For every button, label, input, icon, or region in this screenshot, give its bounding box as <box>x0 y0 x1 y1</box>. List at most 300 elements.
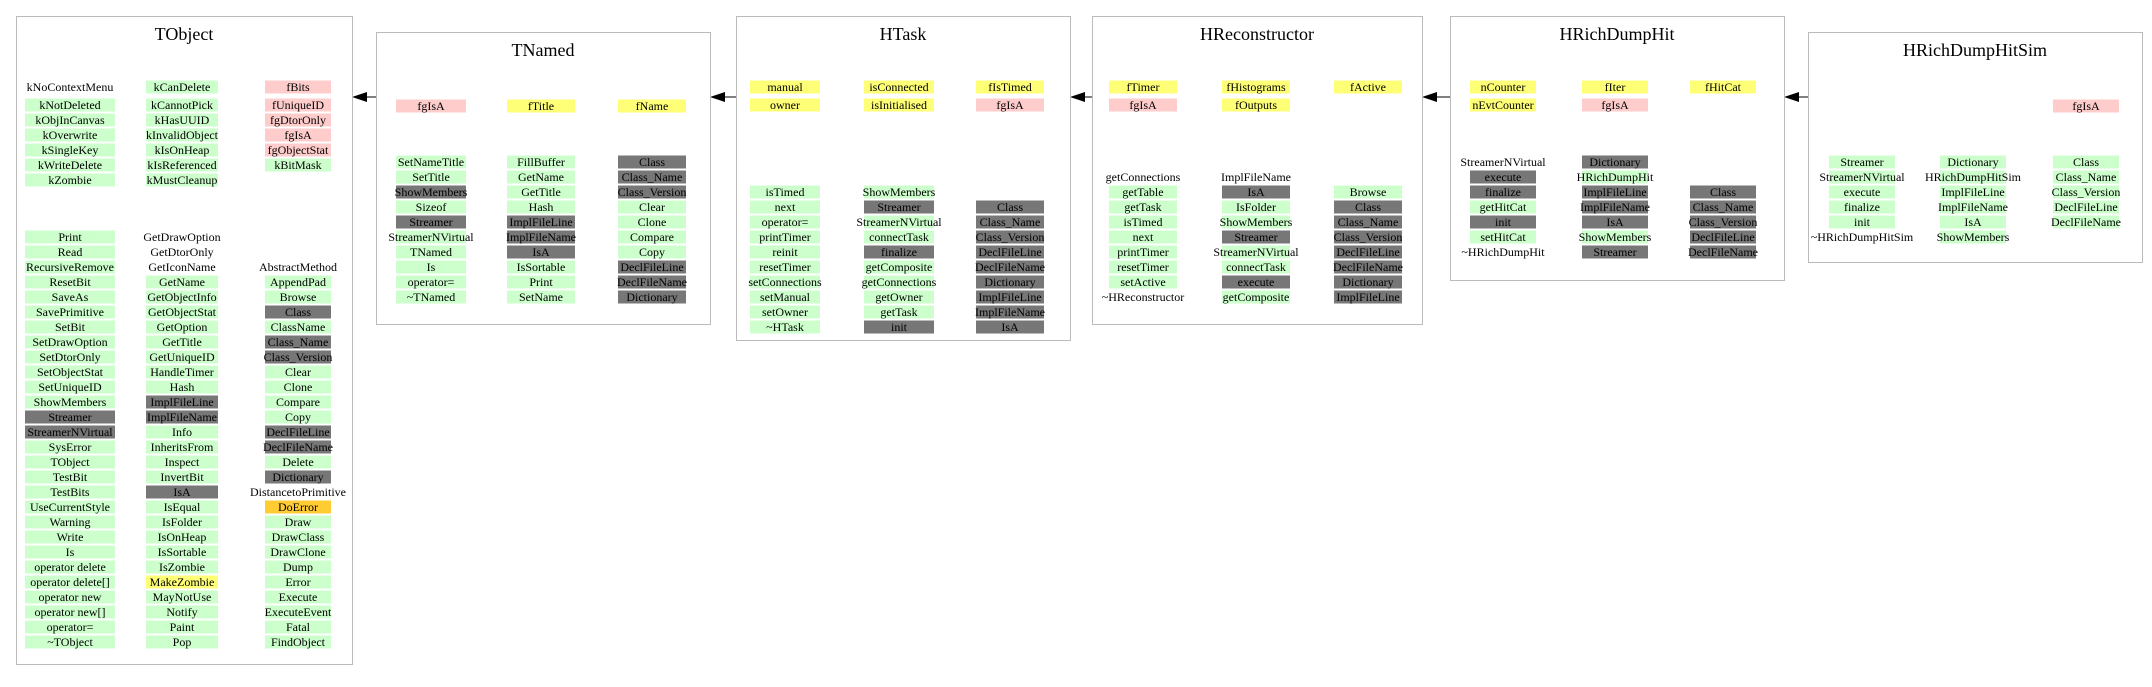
member-label: DeclFileName <box>1688 245 1758 259</box>
member-item <box>388 230 474 244</box>
member-label: Copy <box>284 410 312 424</box>
member-item <box>1334 215 1402 229</box>
member-item <box>1579 230 1652 244</box>
member-item <box>250 485 346 499</box>
member-label: SetNameTitle <box>397 155 465 169</box>
member-label: Warning <box>49 515 91 529</box>
member-label: ImplFileName <box>147 410 217 424</box>
member-item <box>146 365 218 379</box>
member-label: fBits <box>286 80 310 94</box>
member-label: Dictionary <box>1342 275 1394 289</box>
member-label: ShowMembers <box>1936 230 2010 244</box>
member-item <box>1220 215 1293 229</box>
class-box-tnamed <box>377 33 711 325</box>
member-label: ~HReconstructor <box>1101 290 1185 304</box>
member-label: init <box>890 320 908 334</box>
member-item <box>748 275 822 289</box>
member-item <box>396 275 466 289</box>
member-item <box>25 605 115 619</box>
member-label: ShowMembers <box>394 185 468 199</box>
member-item <box>862 275 937 289</box>
member-item <box>507 260 575 274</box>
member-label: DeclFileLine <box>620 260 684 274</box>
member-label: setHitCat <box>1480 230 1526 244</box>
member-item <box>1334 200 1402 214</box>
member-label: operator new[] <box>34 605 106 619</box>
member-item <box>1580 200 1650 214</box>
member-item <box>750 185 820 199</box>
member-item <box>618 230 686 244</box>
member-label: Clone <box>637 215 667 229</box>
member-label: Info <box>172 425 192 439</box>
member-label: ImplFileName <box>506 230 576 244</box>
member-item <box>507 170 575 184</box>
member-item <box>1829 185 1895 199</box>
member-item <box>25 143 115 157</box>
member-label: DoError <box>278 500 318 514</box>
member-label: kBitMask <box>274 158 322 172</box>
member-item <box>976 200 1044 214</box>
member-label: StreamerNVirtual <box>1213 245 1299 259</box>
member-item <box>1109 230 1177 244</box>
member-label: Clear <box>639 200 665 214</box>
member-item <box>975 305 1045 319</box>
member-item <box>1582 98 1648 112</box>
member-label: operator delete[] <box>30 575 110 589</box>
member-item <box>396 170 466 184</box>
member-label: Notify <box>166 605 198 619</box>
member-item <box>396 245 466 259</box>
member-label: StreamerNVirtual <box>1460 155 1546 169</box>
member-label: Dump <box>283 560 313 574</box>
member-label: SysError <box>48 440 92 454</box>
member-item <box>146 620 218 634</box>
member-item <box>265 455 331 469</box>
member-label: GetIconName <box>148 260 216 274</box>
member-item <box>146 275 218 289</box>
member-item <box>25 113 115 127</box>
member-label: IsA <box>1606 215 1624 229</box>
member-label: Class_Version <box>1333 230 1403 244</box>
member-item <box>265 380 331 394</box>
member-item <box>1690 80 1756 94</box>
member-item <box>1829 200 1895 214</box>
member-item <box>146 560 218 574</box>
member-item <box>2051 215 2121 229</box>
member-item <box>265 395 331 409</box>
member-label: DistancetoPrimitive <box>250 485 346 499</box>
member-item <box>1460 155 1546 169</box>
member-label: SetTitle <box>412 170 450 184</box>
member-item <box>25 395 115 409</box>
member-item <box>1109 245 1177 259</box>
member-item <box>1222 80 1290 94</box>
member-label: ShowMembers <box>33 395 107 409</box>
member-item <box>1222 98 1290 112</box>
member-label: nCounter <box>1480 80 1526 94</box>
member-item <box>750 245 820 259</box>
member-item <box>25 158 115 172</box>
inheritance-arrow <box>1070 92 1092 102</box>
member-label: ~HRichDumpHit <box>1461 245 1545 259</box>
member-label: fIsTimed <box>988 80 1032 94</box>
member-item <box>1940 185 2006 199</box>
member-item <box>25 455 115 469</box>
member-item <box>146 410 218 424</box>
member-item <box>265 500 331 514</box>
member-label: DeclFileLine <box>1336 245 1400 259</box>
member-item <box>618 215 686 229</box>
member-item <box>1222 290 1290 304</box>
member-item <box>1334 245 1402 259</box>
member-label: fIter <box>1604 80 1626 94</box>
member-label: Fatal <box>286 620 310 634</box>
member-label: Class_Name <box>979 215 1041 229</box>
member-label: Streamer <box>409 215 453 229</box>
member-label: Execute <box>278 590 318 604</box>
class-box-hrichdumphit <box>1451 17 1785 281</box>
member-label: finalize <box>881 245 917 259</box>
member-item <box>25 230 115 244</box>
member-label: Class <box>1709 185 1737 199</box>
member-label: ImplFileLine <box>150 395 214 409</box>
member-label: Write <box>56 530 84 544</box>
member-item <box>975 260 1045 274</box>
member-label: MayNotUse <box>152 590 212 604</box>
member-label: Hash <box>169 380 195 394</box>
member-item <box>507 290 575 304</box>
member-item <box>750 98 820 112</box>
member-label: SetDtorOnly <box>39 350 101 364</box>
member-item <box>1461 245 1545 259</box>
member-item <box>146 605 218 619</box>
member-item <box>1334 80 1402 94</box>
member-item <box>146 380 218 394</box>
member-item <box>146 590 218 604</box>
member-label: connectTask <box>1226 260 1286 274</box>
member-label: Paint <box>169 620 195 634</box>
member-label: GetObjectInfo <box>147 290 217 304</box>
member-label: getConnections <box>1105 170 1181 184</box>
member-label: manual <box>767 80 803 94</box>
member-label: Is <box>426 260 436 274</box>
member-item <box>2053 170 2119 184</box>
member-item <box>146 173 218 187</box>
member-label: Class <box>638 155 666 169</box>
member-item <box>1582 215 1648 229</box>
member-label: IsFolder <box>1236 200 1276 214</box>
member-item <box>1582 185 1648 199</box>
member-item <box>25 305 115 319</box>
member-label: FillBuffer <box>517 155 565 169</box>
member-item <box>265 365 331 379</box>
member-item <box>1940 215 2006 229</box>
member-item <box>265 635 331 649</box>
member-label: Error <box>285 575 311 589</box>
member-label: execute <box>1484 170 1522 184</box>
member-label: kNotDeleted <box>39 98 101 112</box>
member-label: DrawClass <box>271 530 325 544</box>
member-label: FindObject <box>271 635 325 649</box>
member-label: fgIsA <box>1601 98 1629 112</box>
member-item <box>265 425 331 439</box>
member-label: Sizeof <box>415 200 447 214</box>
member-item <box>1470 185 1536 199</box>
member-item <box>507 99 575 113</box>
member-item <box>1222 200 1290 214</box>
member-label: StreamerNVirtual <box>856 215 942 229</box>
member-label: AbstractMethod <box>259 260 337 274</box>
member-item <box>263 440 333 454</box>
member-item <box>265 410 331 424</box>
member-item <box>265 305 331 319</box>
member-item <box>1688 245 1758 259</box>
member-item <box>1222 275 1290 289</box>
member-item <box>265 560 331 574</box>
member-item <box>265 113 331 127</box>
member-item <box>1829 215 1895 229</box>
class-box-htask <box>737 17 1071 341</box>
member-label: DeclFileName <box>617 275 687 289</box>
member-item <box>1925 170 2022 184</box>
member-item <box>264 350 333 364</box>
member-item <box>864 80 934 94</box>
member-item <box>1470 200 1536 214</box>
member-label: TObject <box>50 455 90 469</box>
member-item <box>25 365 115 379</box>
member-label: Pop <box>172 635 192 649</box>
member-item <box>864 260 934 274</box>
member-label: kNoContextMenu <box>26 80 114 94</box>
member-item <box>1106 170 1181 184</box>
member-label: kWriteDelete <box>37 158 103 172</box>
member-item <box>618 155 686 169</box>
member-item <box>618 99 686 113</box>
member-item <box>259 260 337 274</box>
member-item <box>1333 260 1403 274</box>
member-item <box>507 155 575 169</box>
member-label: IsA <box>1964 215 1982 229</box>
member-item <box>25 590 115 604</box>
member-label: Class <box>996 200 1024 214</box>
member-label: next <box>1132 230 1154 244</box>
member-label: Class <box>284 305 312 319</box>
member-label: ImplFileName <box>1938 200 2008 214</box>
member-item <box>396 215 466 229</box>
member-label: Copy <box>638 245 666 259</box>
member-item <box>1109 215 1177 229</box>
member-label: Class <box>2072 155 2100 169</box>
member-label: IsSortable <box>516 260 566 274</box>
member-item <box>617 275 687 289</box>
member-item <box>146 395 218 409</box>
member-item <box>146 335 218 349</box>
member-label: InvertBit <box>160 470 204 484</box>
member-label: DeclFileName <box>1333 260 1403 274</box>
member-item <box>265 575 331 589</box>
member-item <box>146 305 218 319</box>
member-item <box>1334 230 1403 244</box>
member-label: reinit <box>772 245 798 259</box>
member-item <box>976 98 1044 112</box>
member-item <box>1109 260 1177 274</box>
member-label: Dictionary <box>1947 155 1999 169</box>
member-item <box>25 290 115 304</box>
member-item <box>25 245 115 259</box>
member-label: Dictionary <box>626 290 678 304</box>
member-label: TestBits <box>50 485 90 499</box>
member-label: getTask <box>1124 200 1162 214</box>
member-label: InheritsFrom <box>150 440 214 454</box>
member-label: resetTimer <box>1117 260 1169 274</box>
member-label: Print <box>58 230 82 244</box>
inheritance-arrow <box>1422 92 1450 102</box>
member-item <box>265 143 331 157</box>
member-item <box>396 200 466 214</box>
member-label: fUniqueID <box>272 98 324 112</box>
member-item <box>25 380 115 394</box>
member-label: Inspect <box>164 455 200 469</box>
member-label: Clear <box>285 365 311 379</box>
member-item <box>146 320 218 334</box>
member-item <box>750 320 820 334</box>
member-label: fgIsA <box>1129 98 1157 112</box>
member-label: Class <box>1354 200 1382 214</box>
member-label: ~TObject <box>47 635 93 649</box>
member-label: printTimer <box>1117 245 1169 259</box>
member-item <box>864 290 934 304</box>
member-item <box>25 335 115 349</box>
member-label: kMustCleanup <box>146 173 218 187</box>
member-label: ~HRichDumpHitSim <box>1810 230 1914 244</box>
member-item <box>265 275 331 289</box>
member-item <box>1470 230 1536 244</box>
member-item <box>25 545 115 559</box>
member-item <box>146 143 218 157</box>
member-label: Print <box>529 275 553 289</box>
member-label: Dictionary <box>1589 155 1641 169</box>
member-label: ~HTask <box>766 320 804 334</box>
member-label: RecursiveRemove <box>26 260 114 274</box>
member-label: DeclFileName <box>2051 215 2121 229</box>
member-label: DeclFileLine <box>1691 230 1755 244</box>
class-title: HTask <box>879 24 927 44</box>
member-item <box>1819 170 1905 184</box>
member-item <box>265 158 331 172</box>
member-label: Streamer <box>1593 245 1637 259</box>
member-label: Streamer <box>1234 230 1278 244</box>
member-item <box>1811 230 1914 244</box>
member-label: Is <box>65 545 75 559</box>
member-item <box>146 485 218 499</box>
member-label: GetDtorOnly <box>150 245 214 259</box>
member-label: Streamer <box>48 410 92 424</box>
member-label: TestBit <box>52 470 88 484</box>
member-item <box>976 80 1044 94</box>
member-item <box>1689 215 1758 229</box>
member-label: isInitialised <box>871 98 927 112</box>
member-item <box>507 245 575 259</box>
member-label: kSingleKey <box>41 143 99 157</box>
member-label: next <box>774 200 796 214</box>
member-label: isTimed <box>765 185 805 199</box>
member-label: Compare <box>276 395 320 409</box>
member-item <box>1222 185 1290 199</box>
member-label: operator= <box>761 215 809 229</box>
member-label: fOutputs <box>1235 98 1277 112</box>
member-label: init <box>1494 215 1512 229</box>
member-label: IsOnHeap <box>157 530 207 544</box>
member-item <box>265 530 331 544</box>
member-label: kInvalidObject <box>146 128 218 142</box>
member-item <box>265 80 331 94</box>
member-label: owner <box>770 98 800 112</box>
member-label: getOwner <box>875 290 923 304</box>
member-label: IsA <box>1247 185 1265 199</box>
member-label: Class_Version <box>975 230 1045 244</box>
member-item <box>25 275 115 289</box>
member-item <box>25 173 115 187</box>
class-title: TObject <box>154 24 214 44</box>
member-item <box>750 290 820 304</box>
member-label: kObjInCanvas <box>35 113 105 127</box>
member-item <box>2053 155 2119 169</box>
member-item <box>25 440 115 454</box>
member-item <box>1577 170 1654 184</box>
member-label: nEvtCounter <box>1472 98 1534 112</box>
member-label: Streamer <box>877 200 921 214</box>
member-item <box>25 425 115 439</box>
member-label: Browse <box>1349 185 1387 199</box>
member-item <box>1470 98 1536 112</box>
member-label: Class_Name <box>2055 170 2117 184</box>
member-item <box>507 185 575 199</box>
member-label: ShowMembers <box>1219 215 1293 229</box>
member-item <box>618 200 686 214</box>
member-item <box>146 440 218 454</box>
member-label: IsEqual <box>163 500 201 514</box>
member-label: finalize <box>1844 200 1880 214</box>
member-item <box>25 470 115 484</box>
member-item <box>1690 200 1756 214</box>
class-box-tobject <box>17 17 353 665</box>
member-label: fgDtorOnly <box>270 113 326 127</box>
member-label: SaveAs <box>51 290 89 304</box>
member-item <box>864 320 934 334</box>
member-label: operator= <box>46 620 94 634</box>
member-label: fHitCat <box>1705 80 1741 94</box>
member-label: Class_Name <box>1692 200 1754 214</box>
member-item <box>1470 170 1536 184</box>
member-label: GetDrawOption <box>143 230 221 244</box>
member-item <box>146 515 218 529</box>
member-item <box>146 500 218 514</box>
member-label: execute <box>1843 185 1881 199</box>
member-label: Class_Version <box>263 350 333 364</box>
member-label: execute <box>1237 275 1275 289</box>
member-item <box>976 320 1044 334</box>
member-label: setConnections <box>748 275 822 289</box>
member-label: Dictionary <box>272 470 324 484</box>
member-label: finalize <box>1485 185 1521 199</box>
class-title: HReconstructor <box>1200 24 1314 44</box>
member-item <box>25 515 115 529</box>
member-label: ExecuteEvent <box>264 605 332 619</box>
member-item <box>265 470 331 484</box>
member-item <box>507 275 575 289</box>
member-label: ImplFileLine <box>1583 185 1647 199</box>
member-item <box>146 545 218 559</box>
